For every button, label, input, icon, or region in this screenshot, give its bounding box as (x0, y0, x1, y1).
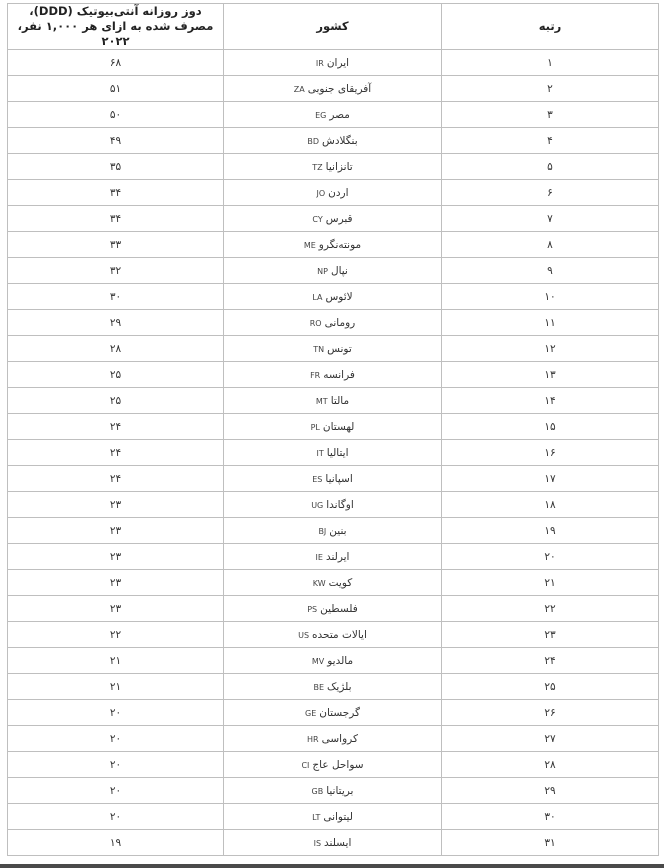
ddd-value-cell: ۴۹ (8, 128, 224, 154)
country-cell (224, 310, 442, 336)
rank-cell: ۳۱ (442, 830, 659, 856)
rank-cell: ۱ (442, 50, 659, 76)
rank-cell: ۲۵ (442, 674, 659, 700)
country-code: LT (312, 812, 321, 822)
table-row (8, 336, 659, 362)
rank-cell: ۲۹ (442, 778, 659, 804)
table-body (8, 50, 659, 856)
country-cell (224, 492, 442, 518)
ddd-value-cell: ۵۰ (8, 102, 224, 128)
country-code: NP (317, 266, 328, 276)
rank-cell: ۵ (442, 154, 659, 180)
table-row (8, 596, 659, 622)
ddd-value-cell: ۶۸ (8, 50, 224, 76)
country-cell (224, 128, 442, 154)
country-name: کرواسی (321, 732, 358, 745)
ddd-value-cell: ۱۹ (8, 830, 224, 856)
rank-cell: ۱۶ (442, 440, 659, 466)
country-code: KW (312, 578, 326, 588)
rank-cell: ۱۹ (442, 518, 659, 544)
country-code: GE (305, 708, 317, 718)
country-cell (224, 440, 442, 466)
country-cell (224, 388, 442, 414)
country-name: ایتالیا (326, 446, 349, 459)
ddd-value-cell: ۲۴ (8, 466, 224, 492)
country-code: IS (313, 838, 322, 848)
country-cell (224, 596, 442, 622)
country-code: HR (307, 734, 319, 744)
country-name: آفریقای جنوبی (307, 82, 372, 95)
ddd-value-cell: ۳۲ (8, 258, 224, 284)
country-name: تونس (327, 342, 352, 355)
table-row (8, 518, 659, 544)
ddd-value-cell: ۲۰ (8, 778, 224, 804)
country-name: مالدیو (327, 654, 354, 667)
country-code: BD (307, 136, 319, 146)
rank-cell: ۳ (442, 102, 659, 128)
country-code: IE (315, 552, 323, 562)
country-code: ZA (293, 84, 305, 94)
table-row (8, 778, 659, 804)
country-cell (224, 674, 442, 700)
country-cell (224, 102, 442, 128)
ddd-value-cell: ۲۰ (8, 752, 224, 778)
ddd-value-cell: ۲۲ (8, 622, 224, 648)
country-name: مالتا (330, 394, 350, 407)
country-cell (224, 804, 442, 830)
rank-cell: ۲۴ (442, 648, 659, 674)
rank-cell: ۸ (442, 232, 659, 258)
country-cell (224, 726, 442, 752)
country-name: لیتوانی (323, 810, 353, 823)
country-code: RO (309, 318, 322, 328)
country-code: TN (313, 344, 325, 354)
country-name: بنگلادش (322, 134, 358, 147)
ddd-value-cell: ۲۵ (8, 388, 224, 414)
country-name: رومانی (324, 316, 356, 329)
country-cell (224, 518, 442, 544)
country-code: PL (310, 422, 320, 432)
ddd-value-cell: ۳۵ (8, 154, 224, 180)
rank-cell: ۳۰ (442, 804, 659, 830)
rank-cell: ۲۰ (442, 544, 659, 570)
table-row (8, 206, 659, 232)
country-code: MT (315, 396, 328, 406)
table-row (8, 76, 659, 102)
table-row (8, 752, 659, 778)
country-name: گرجستان (319, 706, 360, 719)
country-cell (224, 258, 442, 284)
country-code: BJ (318, 526, 327, 536)
country-cell (224, 544, 442, 570)
ddd-value-cell: ۲۸ (8, 336, 224, 362)
rank-cell: ۲۱ (442, 570, 659, 596)
country-code: ES (312, 474, 323, 484)
country-name: ایسلند (324, 836, 352, 849)
table-row (8, 726, 659, 752)
country-cell (224, 154, 442, 180)
ddd-value-cell: ۲۵ (8, 362, 224, 388)
country-name: ایرلند (325, 550, 350, 563)
country-code: CI (301, 760, 310, 770)
table-row (8, 492, 659, 518)
table-row (8, 102, 659, 128)
ddd-value-cell: ۲۳ (8, 596, 224, 622)
country-cell (224, 284, 442, 310)
country-code: ME (303, 240, 316, 250)
table-row (8, 466, 659, 492)
antibiotic-ranking-table-container (8, 3, 659, 856)
table-row (8, 232, 659, 258)
country-name: لهستان (322, 420, 355, 433)
table-row (8, 258, 659, 284)
country-name: ایران (326, 56, 350, 69)
country-cell (224, 830, 442, 856)
rank-column-header: رتبه (442, 4, 659, 50)
rank-cell: ۲۶ (442, 700, 659, 726)
country-cell (224, 206, 442, 232)
table-row (8, 128, 659, 154)
country-cell (224, 180, 442, 206)
country-cell (224, 362, 442, 388)
table-row (8, 648, 659, 674)
ddd-value-cell: ۲۴ (8, 414, 224, 440)
country-name: لائوس (325, 290, 353, 303)
country-code: PS (307, 604, 318, 614)
rank-cell: ۲۷ (442, 726, 659, 752)
country-cell (224, 336, 442, 362)
ddd-column-header: دوز روزانه آنتی‌بیوتیک (DDD)، مصرف شده به ازای هر ۱,۰۰۰ نفر، ۲۰۲۲ (8, 4, 224, 50)
country-name: مونته‌نگرو (318, 238, 362, 251)
ddd-value-cell: ۳۳ (8, 232, 224, 258)
table-row (8, 622, 659, 648)
ddd-value-cell: ۲۱ (8, 674, 224, 700)
antibiotic-ranking-table (7, 3, 659, 856)
country-code: TZ (312, 162, 323, 172)
country-name: بریتانیا (326, 784, 354, 797)
ddd-value-cell: ۲۳ (8, 570, 224, 596)
country-code: BE (313, 682, 325, 692)
rank-cell: ۱۰ (442, 284, 659, 310)
country-code: IT (316, 448, 324, 458)
rank-cell: ۴ (442, 128, 659, 154)
ddd-value-cell: ۲۳ (8, 492, 224, 518)
country-name: نپال (330, 264, 348, 277)
country-name: بنین (329, 524, 347, 537)
country-cell (224, 752, 442, 778)
table-row (8, 284, 659, 310)
rank-cell: ۱۴ (442, 388, 659, 414)
country-column-header: کشور (224, 4, 442, 50)
table-row (8, 362, 659, 388)
window-bottom-edge (0, 864, 664, 868)
country-code: GB (311, 786, 324, 796)
table-row (8, 830, 659, 856)
table-row (8, 414, 659, 440)
country-code: IR (315, 58, 324, 68)
table-header-row (8, 4, 659, 50)
ddd-value-cell: ۳۴ (8, 206, 224, 232)
rank-cell: ۲۸ (442, 752, 659, 778)
ddd-value-cell: ۲۰ (8, 804, 224, 830)
country-cell (224, 466, 442, 492)
country-cell (224, 700, 442, 726)
rank-cell: ۲۲ (442, 596, 659, 622)
country-cell (224, 414, 442, 440)
rank-cell: ۹ (442, 258, 659, 284)
country-code: LA (312, 292, 323, 302)
ddd-value-cell: ۲۳ (8, 544, 224, 570)
ddd-value-cell: ۲۴ (8, 440, 224, 466)
country-code: MV (311, 656, 325, 666)
table-row (8, 544, 659, 570)
table-row (8, 154, 659, 180)
country-name: بلژیک (327, 680, 352, 693)
ddd-value-cell: ۲۱ (8, 648, 224, 674)
rank-cell: ۱۸ (442, 492, 659, 518)
country-name: قبرس (325, 212, 353, 225)
table-row (8, 310, 659, 336)
ddd-value-cell: ۲۹ (8, 310, 224, 336)
table-row (8, 440, 659, 466)
ddd-value-cell: ۳۰ (8, 284, 224, 310)
country-cell (224, 50, 442, 76)
rank-cell: ۶ (442, 180, 659, 206)
country-cell (224, 622, 442, 648)
rank-cell: ۷ (442, 206, 659, 232)
ddd-value-cell: ۲۳ (8, 518, 224, 544)
country-code: JO (316, 188, 326, 198)
table-row (8, 388, 659, 414)
table-row (8, 674, 659, 700)
country-name: اوگاندا (326, 498, 354, 511)
country-name: فرانسه (323, 368, 355, 381)
country-cell (224, 570, 442, 596)
rank-cell: ۱۱ (442, 310, 659, 336)
table-row (8, 570, 659, 596)
rank-cell: ۱۷ (442, 466, 659, 492)
country-cell (224, 232, 442, 258)
ddd-value-cell: ۲۰ (8, 726, 224, 752)
country-name: ایالات متحده (312, 628, 367, 641)
country-name: اسپانیا (325, 472, 353, 485)
country-code: FR (310, 370, 321, 380)
country-name: اردن (328, 186, 349, 199)
country-name: سواحل عاج (312, 758, 364, 771)
country-code: US (298, 630, 310, 640)
ddd-value-cell: ۲۰ (8, 700, 224, 726)
country-code: EG (315, 110, 327, 120)
table-row (8, 50, 659, 76)
country-code: CY (312, 214, 323, 224)
rank-cell: ۲ (442, 76, 659, 102)
table-row (8, 180, 659, 206)
rank-cell: ۱۵ (442, 414, 659, 440)
table-row (8, 700, 659, 726)
rank-cell: ۱۲ (442, 336, 659, 362)
country-name: فلسطین (320, 602, 358, 615)
country-name: کویت (328, 576, 353, 589)
country-name: مصر (329, 108, 350, 121)
rank-cell: ۱۳ (442, 362, 659, 388)
country-code: UG (311, 500, 324, 510)
ddd-value-cell: ۵۱ (8, 76, 224, 102)
table-row (8, 804, 659, 830)
ddd-value-cell: ۳۴ (8, 180, 224, 206)
country-cell (224, 76, 442, 102)
country-name: تانزانیا (325, 160, 353, 173)
country-cell (224, 648, 442, 674)
rank-cell: ۲۳ (442, 622, 659, 648)
country-cell (224, 778, 442, 804)
